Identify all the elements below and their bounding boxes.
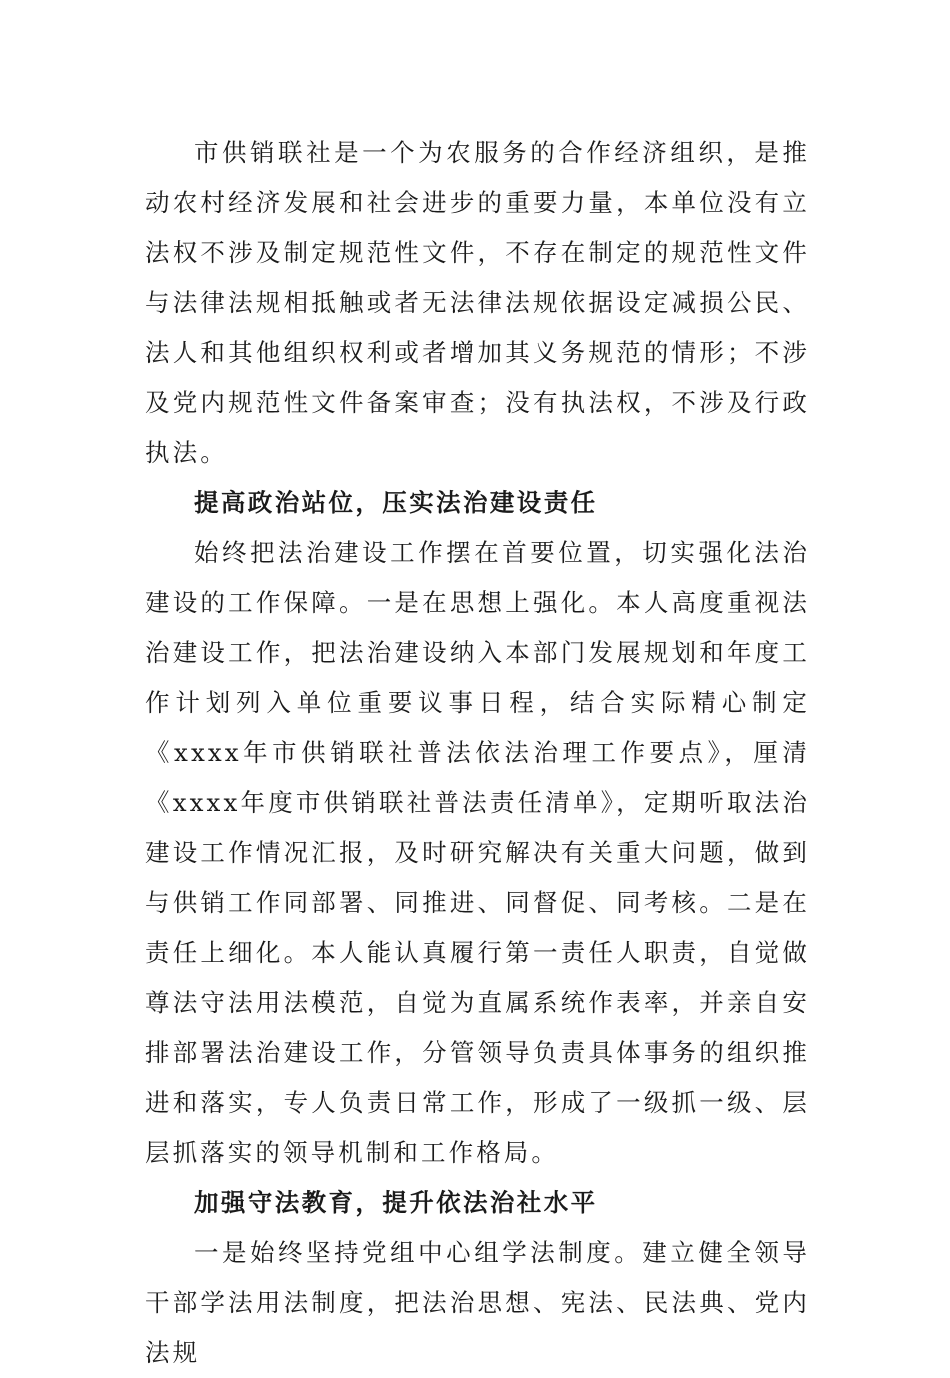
section-heading-political-stance: 提高政治站位，压实法治建设责任 xyxy=(194,488,598,517)
paragraph-study-system: 一是始终坚持党组中心组学法制度。建立健全领导干部学法用法制度，把法治思想、宪法、民法典、党内法规 xyxy=(145,1238,810,1367)
section-heading-law-education: 加强守法教育，提升依法治社水平 xyxy=(194,1188,598,1217)
document-body xyxy=(145,128,810,1378)
paragraph-responsibility: 始终把法治建设工作摆在首要位置，切实强化法治建设的工作保障。一是在思想上强化。本人高度重视法治建设工作，把法治建设纳入本部门发展规划和年度工作计划列入单位重要议事日程，结合实际精心制定《xxxx年市供销联社普法依法治理工作要点》，厘清《xxxx年度市供销联社普法责任清单》，定期听取法治建设工作情况汇报，及时研究解决有关重大问题，做到与供销工作同部署、同推进、同督促、同考核。二是在责任上细化。本人能认真履行第一责任人职责，自觉做尊法守法用法模范，自觉为直属系统作表率，并亲自安排部署法治建设工作，分管领导负责具体事务的组织推进和落实，专人负责日常工作，形成了一级抓一级、层层抓落实的领导机制和工作格局。 xyxy=(145,538,810,1167)
paragraph-intro: 市供销联社是一个为农服务的合作经济组织，是推动农村经济发展和社会进步的重要力量，本单位没有立法权不涉及制定规范性文件，不存在制定的规范性文件与法律法规相抵触或者无法律法规依据设定减损公民、法人和其他组织权利或者增加其义务规范的情形；不涉及党内规范性文件备案审查；没有执法权，不涉及行政执法。 xyxy=(145,138,810,467)
